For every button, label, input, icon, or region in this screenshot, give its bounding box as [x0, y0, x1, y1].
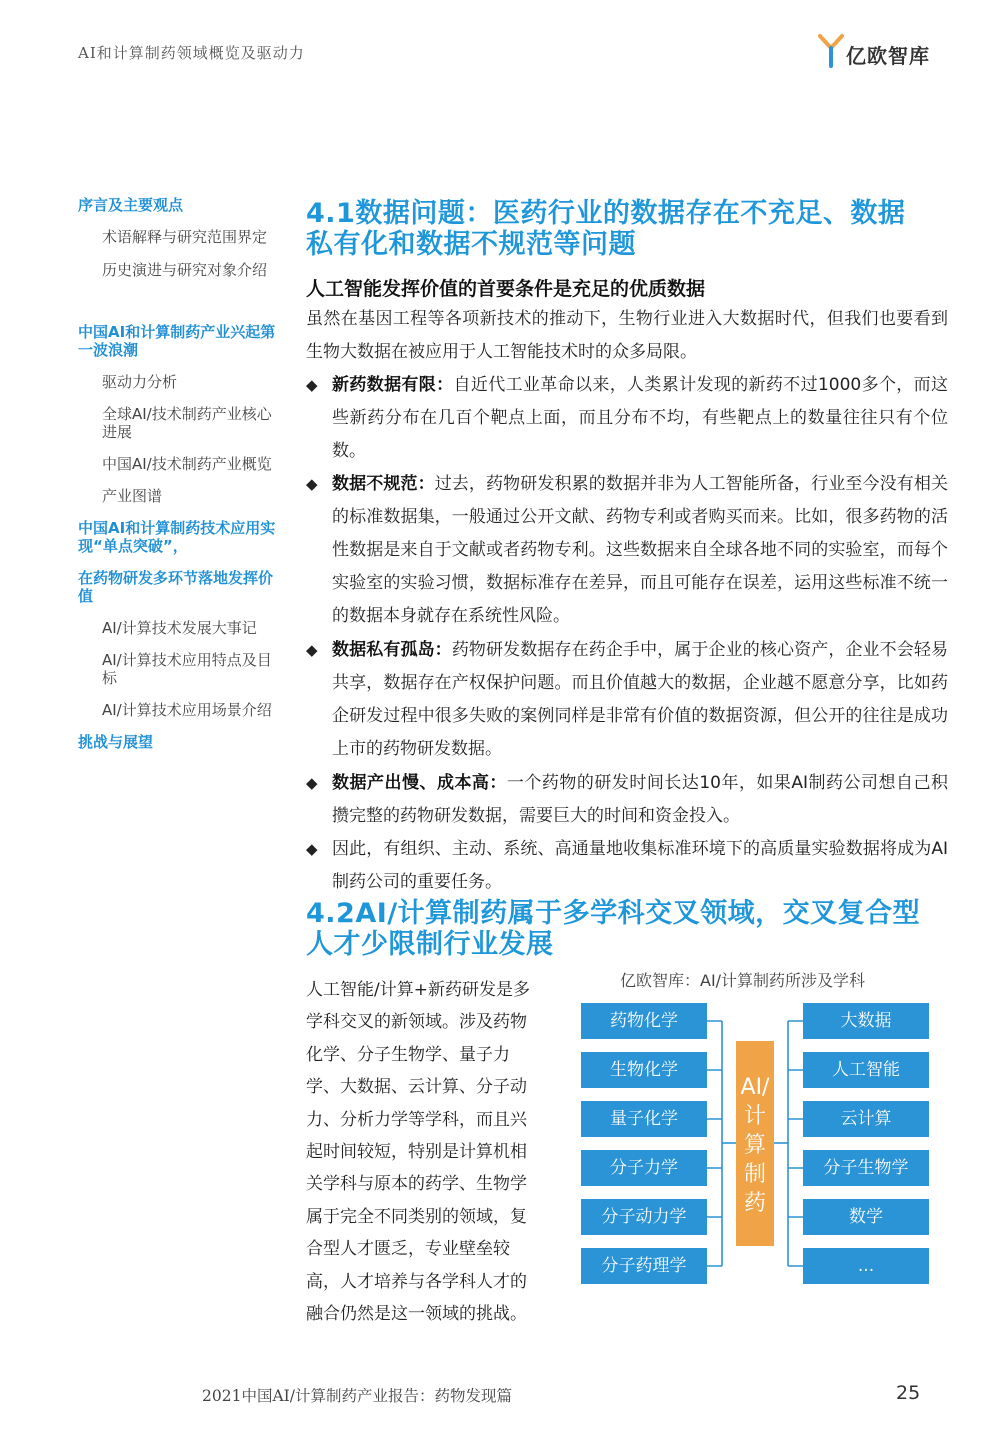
center-label: 算 [743, 1133, 766, 1158]
bullet-term: 数据私有孤岛： [332, 640, 452, 660]
toc-item[interactable]: AI/计算技术应用场景介绍 [102, 701, 272, 719]
discipline-box: 药物化学 [581, 1003, 707, 1039]
bullet-item [306, 468, 948, 633]
toc-item[interactable]: 中国AI和计算制药技术应用实现“单点突破”， [78, 519, 276, 555]
diamond-bullet-icon: ◆ [306, 475, 318, 493]
bullet-item [306, 833, 948, 899]
discipline-box: ... [803, 1248, 929, 1284]
toc-item[interactable]: 产业图谱 [102, 487, 163, 505]
diagram-title: 亿欧智库：AI/计算制药所涉及学科 [620, 971, 866, 990]
discipline-box: 分子动力学 [581, 1199, 707, 1235]
center-label: 药 [743, 1191, 766, 1216]
section-41-subtitle: 人工智能发挥价值的首要条件是充足的优质数据 [306, 278, 706, 300]
toc-item[interactable]: 术语解释与研究范围界定 [102, 228, 268, 246]
center-label: 计 [743, 1104, 766, 1129]
bullet-term: 数据产出慢、成本高： [332, 773, 507, 793]
bullet-item [306, 634, 948, 766]
center-label: AI/ [740, 1075, 770, 1100]
diamond-bullet-icon: ◆ [306, 774, 318, 792]
toc-item[interactable]: 序言及主要观点 [78, 196, 184, 214]
section-41-intro: 虽然在基因工程等各项新技术的推动下，生物行业进入大数据时代，但我们也要看到生物大数据在被应用于人工智能技术时的众多局限。 [306, 309, 948, 362]
bullet-text: 自近代工业革命以来，人类累计发现的新药不过1000多个，而这些新药分布在几百个靶点上面，而且分布不均，有些靶点上的数量往往只有个位数。 [332, 375, 949, 461]
bullet-item [306, 369, 948, 468]
diamond-bullet-icon: ◆ [306, 840, 318, 858]
diamond-bullet-icon: ◆ [306, 376, 318, 394]
logo-text: 亿欧智库 [846, 44, 930, 68]
toc-item[interactable]: AI/计算技术发展大事记 [102, 619, 257, 637]
toc-item[interactable]: AI/计算技术应用特点及目标 [102, 651, 272, 687]
footer-title: 2021中国AI/计算制药产业报告：药物发现篇 [202, 1387, 512, 1405]
section-42-title: 4.2AI/计算制药属于多学科交叉领域，交叉复合型人才少限制行业发展 [306, 898, 921, 960]
left-ticks [707, 1021, 722, 1266]
right-ticks [788, 1021, 803, 1266]
logo [818, 34, 948, 70]
bullet-text: 过去，药物研发积累的数据并非为人工智能所备，行业至今没有相关的标准数据集，一般通过公开文献、药物专利或者购买而来。比如，很多药物的活性数据是来自于文献或者药物专利。这些数据来自全球各地不同的实验室，而每个实验室的实验习惯，数据标准存在差异，而且可能存在误差，运用这些标准不统一的数据本身就存在系统性风险。 [332, 474, 949, 626]
bullet-text: 因此，有组织、主动、系统、高通量地收集标准环境下的高质量实验数据将成为AI制药公司的重要任务。 [332, 839, 948, 892]
bullet-term: 新药数据有限： [332, 375, 454, 395]
discipline-box: 分子药理学 [581, 1248, 707, 1284]
bullet-item [306, 767, 948, 833]
page-number: 25 [896, 1382, 921, 1404]
discipline-box: 人工智能 [803, 1052, 929, 1088]
discipline-box: 数学 [803, 1199, 929, 1235]
discipline-box: 分子生物学 [803, 1150, 929, 1186]
logo-icon [818, 34, 844, 68]
discipline-box: 生物化学 [581, 1052, 707, 1088]
center-label: 制 [743, 1162, 766, 1187]
toc-item[interactable]: 驱动力分析 [102, 373, 178, 391]
toc-item[interactable]: 中国AI和计算制药产业兴起第一波浪潮 [78, 323, 276, 359]
toc-item[interactable]: 挑战与展望 [78, 733, 154, 751]
discipline-box: 量子化学 [581, 1101, 707, 1137]
toc-item[interactable]: 在药物研发多环节落地发挥价值 [78, 569, 274, 605]
discipline-box: 分子力学 [581, 1150, 707, 1186]
bullet-text: 一个药物的研发时间长达10年，如果AI制药公司想自己积攒完整的药物研发数据，需要巨大的时间和资金投入。 [332, 773, 948, 826]
header-title: AI和计算制药领域概览及驱动力 [78, 44, 305, 62]
table-of-contents [78, 196, 278, 751]
bullet-term: 数据不规范： [332, 474, 435, 494]
center-box [736, 1041, 774, 1246]
section-41-title: 4.1数据问题：医药行业的数据存在不充足、数据私有化和数据不规范等问题 [306, 198, 906, 260]
toc-item[interactable]: 中国AI/技术制药产业概览 [102, 455, 272, 473]
bullet-text: 药物研发数据存在药企手中，属于企业的核心资产，企业不会轻易共享，数据存在产权保护问题。而且价值越大的数据，企业越不愿意分享，比如药企研发过程中很多失败的案例同样是非常有价值的数据资源，但公开的往往是成功上市的药物研发数据。 [332, 640, 949, 759]
toc-item[interactable]: 历史演进与研究对象介绍 [102, 261, 268, 279]
toc-item[interactable]: 全球AI/技术制药产业核心进展 [102, 405, 272, 441]
diamond-bullet-icon: ◆ [306, 641, 318, 659]
discipline-box: 云计算 [803, 1101, 929, 1137]
discipline-box: 大数据 [803, 1003, 929, 1039]
section-42-body: 人工智能/计算+新药研发是多学科交叉的新领域。涉及药物化学、分子生物学、量子力学、大数据、云计算、分子动力、分析力学等学科，而且兴起时间较短，特别是计算机相关学科与原本的药学、生物学属于完全不同类别的领域，复合型人才匮乏，专业壁垒较高，人才培养与各学科人才的融合仍然是这一领域的挑战。 [306, 980, 530, 1325]
